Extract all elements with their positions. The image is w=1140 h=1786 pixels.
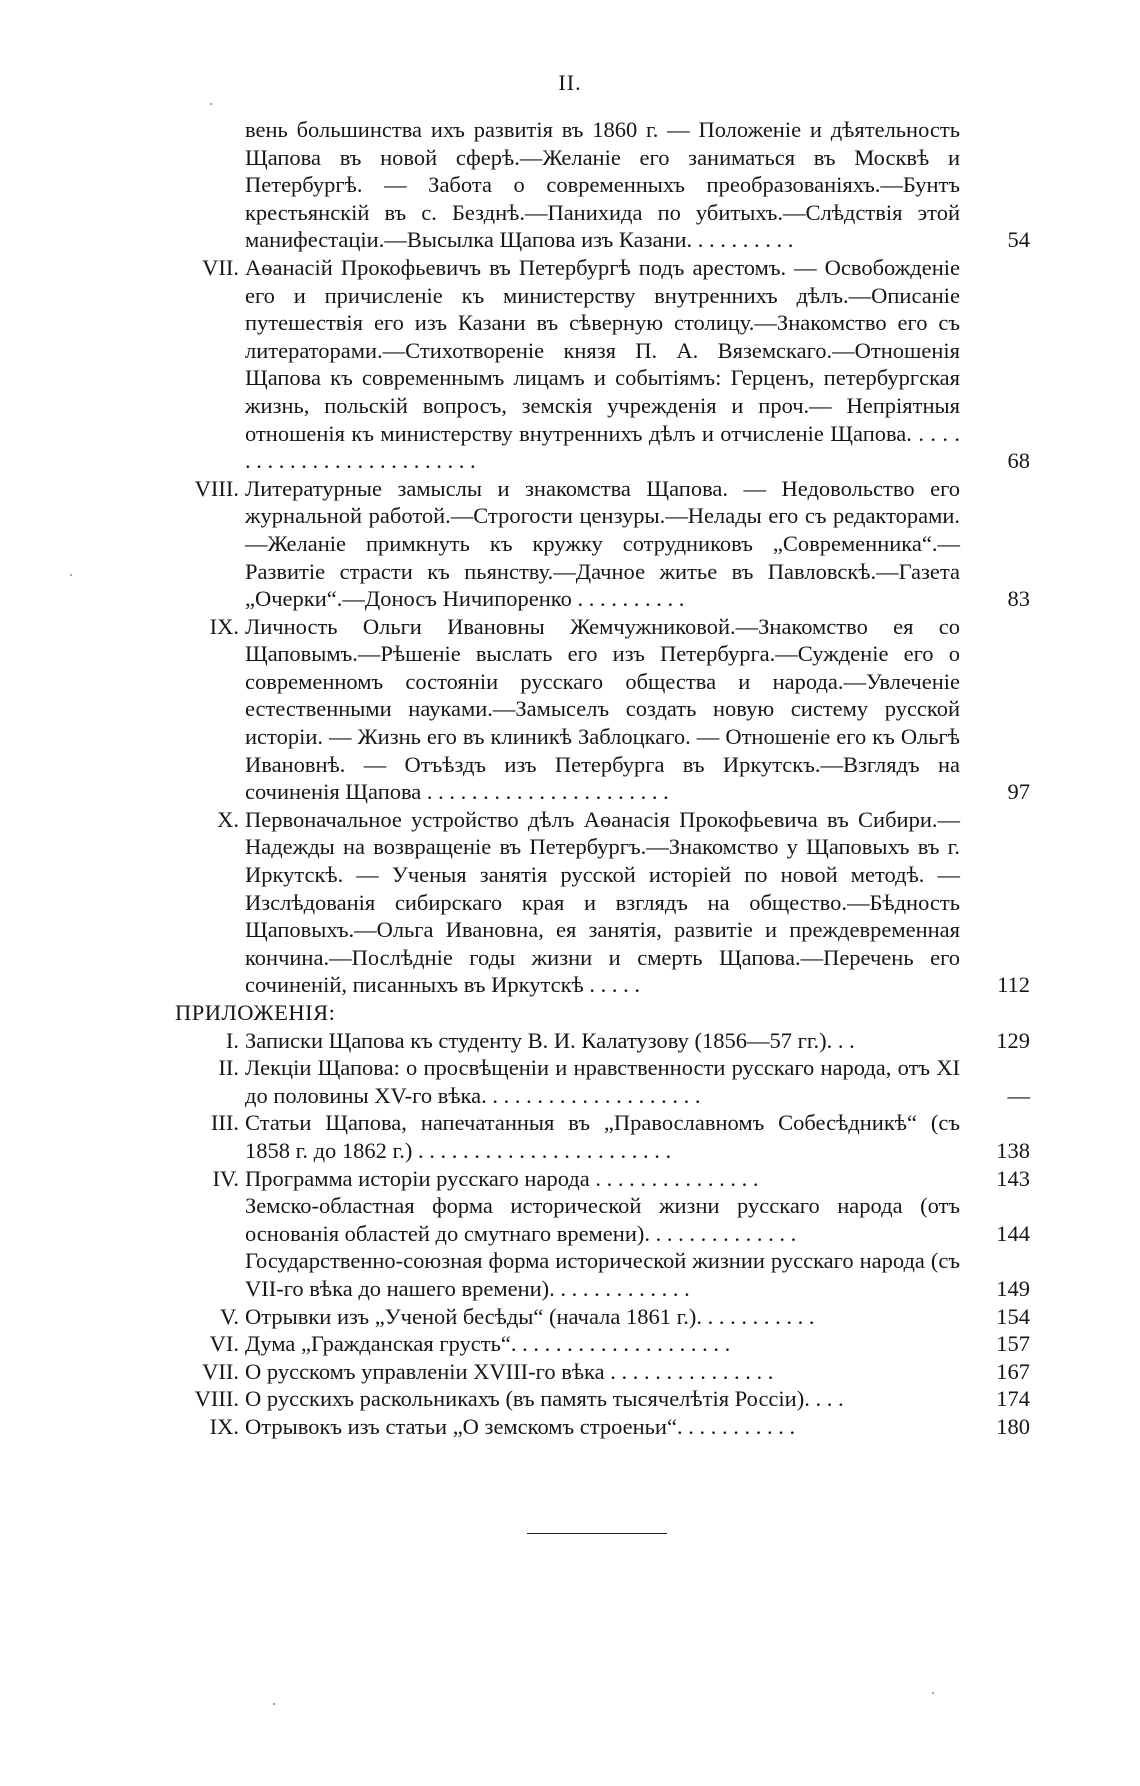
entry-text: Личность Ольги Ивановны Жемчужниковой.—Знакомство ея со Щаповымъ.—Рѣшеніе выслать его изъ Петербурга.—Сужденіе его о современномъ состояніи русскаго общества и народа.—Увлеченіе естественными науками.—Замыселъ создать новую систему русской исторіи. — Жизнь его въ клиникѣ Заблоцкаго. — Отношеніе его къ Ольгѣ Ивановнѣ. — Отъѣздъ изъ Петербурга въ Иркутскъ.—Взглядъ на сочиненія Щапова . . . . . . . . . . . . . . . . . . . . . . xyxy=(245,613,960,805)
entry-number: X. xyxy=(217,806,239,832)
entry-number: II. xyxy=(218,1055,239,1081)
table-of-contents xyxy=(175,116,1030,1441)
entry-text: О русскомъ управленіи XVIII-го вѣка . . . . . . . . . . . . . . . xyxy=(245,1358,774,1384)
scan-speck xyxy=(273,1703,275,1705)
entry-number: VIII. xyxy=(194,1386,239,1412)
appendix-entry-v xyxy=(175,1303,1030,1331)
entry-number: IX. xyxy=(209,1413,239,1439)
entry-number: VII. xyxy=(202,1358,239,1384)
entry-text: О русскихъ раскольникахъ (въ память тысячелѣтія Россіи). . . . xyxy=(245,1386,844,1412)
entry-page: 112 xyxy=(997,972,1030,998)
entry-text: Государственно-союзная форма исторической жизнии русскаго народа (съ VII-го вѣка до нашего времени). . . . . . . . . . . . . xyxy=(245,1248,960,1301)
entry-page: 68 xyxy=(1007,448,1030,474)
entry-number: VI. xyxy=(209,1331,239,1357)
entry-number: I. xyxy=(225,1027,239,1053)
closing-rule xyxy=(527,1533,667,1534)
entry-text: Лекціи Щапова: о просвѣщеніи и нравственности русскаго народа, отъ XI до половины XV-го вѣка. . . . . . . . . . . . . . . . . . . . xyxy=(245,1055,960,1108)
appendix-entry-iv xyxy=(175,1165,1030,1193)
entry-number: VIII. xyxy=(194,475,239,501)
entry-page: 174 xyxy=(996,1386,1030,1412)
toc-entry-vii xyxy=(175,254,1030,475)
entry-page: 144 xyxy=(996,1220,1030,1246)
entry-page: 138 xyxy=(996,1137,1030,1163)
appendix-entry-vi xyxy=(175,1330,1030,1358)
appendix-entry-ix xyxy=(175,1413,1030,1441)
entry-text: Первоначальное устройство дѣлъ Аѳанасія Прокофьевича въ Сибири.—Надежды на возвращеніе въ Петербургъ.—Знакомство у Щаповыхъ въ г. Иркутскѣ. — Ученыя занятія русской исторіей по новой методѣ. — Изслѣдованія сибирскаго края и взглядъ на общество.—Бѣдность Щаповыхъ.—Ольга Ивановна, ея занятія, развитіе и преждевременная кончина.—Послѣдніе годы жизни и смерть Щапова.—Перечень его сочиненій, писанныхъ въ Иркутскѣ . . . . . xyxy=(245,806,960,998)
appendix-entry-iii xyxy=(175,1109,1030,1164)
toc-entry-viii xyxy=(175,475,1030,613)
entry-number: III. xyxy=(210,1110,239,1136)
entry-page: 129 xyxy=(996,1027,1030,1053)
entry-text: Земско-областная форма исторической жизни русскаго народа (отъ основанія областей до смутнаго времени). . . . . . . . . . . . . . xyxy=(245,1193,960,1246)
toc-entry-x xyxy=(175,806,1030,999)
appendix-entry-iv-part-1 xyxy=(175,1192,1030,1247)
entry-text: Аѳанасій Прокофьевичъ въ Петербургѣ подъ арестомъ. — Освобожденіе его и причисленіе къ министерству внутреннихъ дѣлъ.—Описаніе путешествія его изъ Казани въ сѣверную столицу.—Знакомство его съ литераторами.—Стихотвореніе князя П. А. Вяземскаго.—Отношенія Щапова къ современнымъ лицамъ и событіямъ: Герценъ, петербургская жизнь, польскій вопросъ, земскія учрежденія и проч.— Непріятныя отношенія къ министерству внутреннихъ дѣлъ и отчисленіе Щапова. . . . . . . . . . . . . . . . . . . . . . . . . . xyxy=(245,254,960,474)
entry-page: 97 xyxy=(1007,779,1030,805)
entry-number: IX. xyxy=(209,613,239,639)
appendix-entry-viii xyxy=(175,1385,1030,1413)
entry-page: 143 xyxy=(996,1165,1030,1191)
entry-text: Отрывокъ изъ статьи „О земскомъ строеньи“. . . . . . . . . . . xyxy=(245,1413,796,1439)
appendix-title: ПРИЛОЖЕНІЯ: xyxy=(175,1000,336,1025)
appendix-entry-ii xyxy=(175,1054,1030,1109)
appendix-entry-i xyxy=(175,1027,1030,1055)
entry-text: Программа исторіи русскаго народа . . . . . . . . . . . . . . . xyxy=(245,1165,759,1191)
entry-text: Записки Щапова къ студенту В. И. Калатузову (1856—57 гг.). . . xyxy=(245,1027,855,1053)
entry-page: 154 xyxy=(996,1303,1030,1329)
scan-speck xyxy=(70,574,72,576)
entry-number: IV. xyxy=(212,1165,239,1191)
entry-page: — xyxy=(1007,1082,1030,1108)
toc-entry-continued xyxy=(175,116,1030,254)
appendix-entry-iv-part-2 xyxy=(175,1247,1030,1302)
entry-text: Статьи Щапова, напечатанныя въ „Православномъ Собесѣдникѣ“ (съ 1858 г. до 1862 г.) . . . . . . . . . . . . . . . . . . . . . . . xyxy=(245,1110,960,1163)
toc-entry-ix xyxy=(175,613,1030,806)
scan-speck xyxy=(210,103,212,105)
entry-text: вень большинства ихъ развитія въ 1860 г. — Положеніе и дѣятельность Щапова въ новой сферѣ.—Желаніе его заниматься въ Москвѣ и Петербургѣ. — Забота о современныхъ преобразованіяхъ.—Бунтъ крестьянскій въ с. Безднѣ.—Панихида по убитыхъ.—Слѣдствія этой манифестаціи.—Высылка Щапова изъ Казани. . . . . . . . . . xyxy=(245,117,960,253)
entry-number: V. xyxy=(220,1303,239,1329)
page-number: II. xyxy=(558,70,582,95)
appendix-entry-vii xyxy=(175,1358,1030,1386)
entry-text: Отрывки изъ „Ученой бесѣды“ (начала 1861 г.). . . . . . . . . . . xyxy=(245,1303,815,1329)
entry-page: 157 xyxy=(996,1331,1030,1357)
entry-page: 83 xyxy=(1007,586,1030,612)
entry-page: 149 xyxy=(996,1275,1030,1301)
entry-number: VII. xyxy=(202,254,239,280)
scan-speck xyxy=(932,1692,934,1694)
entry-page: 180 xyxy=(996,1413,1030,1439)
entry-text: Дума „Гражданская грусть“. . . . . . . . . . . . . . . . . . . . xyxy=(245,1331,731,1357)
entry-page: 167 xyxy=(996,1358,1030,1384)
entry-page: 54 xyxy=(1007,227,1030,253)
entry-text: Литературные замыслы и знакомства Щапова. — Недовольство его журнальной работой.—Строгости цензуры.—Нелады его съ редакторами.—Желаніе примкнуть къ кружку сотрудниковъ „Современника“.— Развитіе страсти къ пьянству.—Дачное житье въ Павловскѣ.—Газета „Очерки“.—Доносъ Ничипоренко . . . . . . . . . . xyxy=(245,475,960,612)
